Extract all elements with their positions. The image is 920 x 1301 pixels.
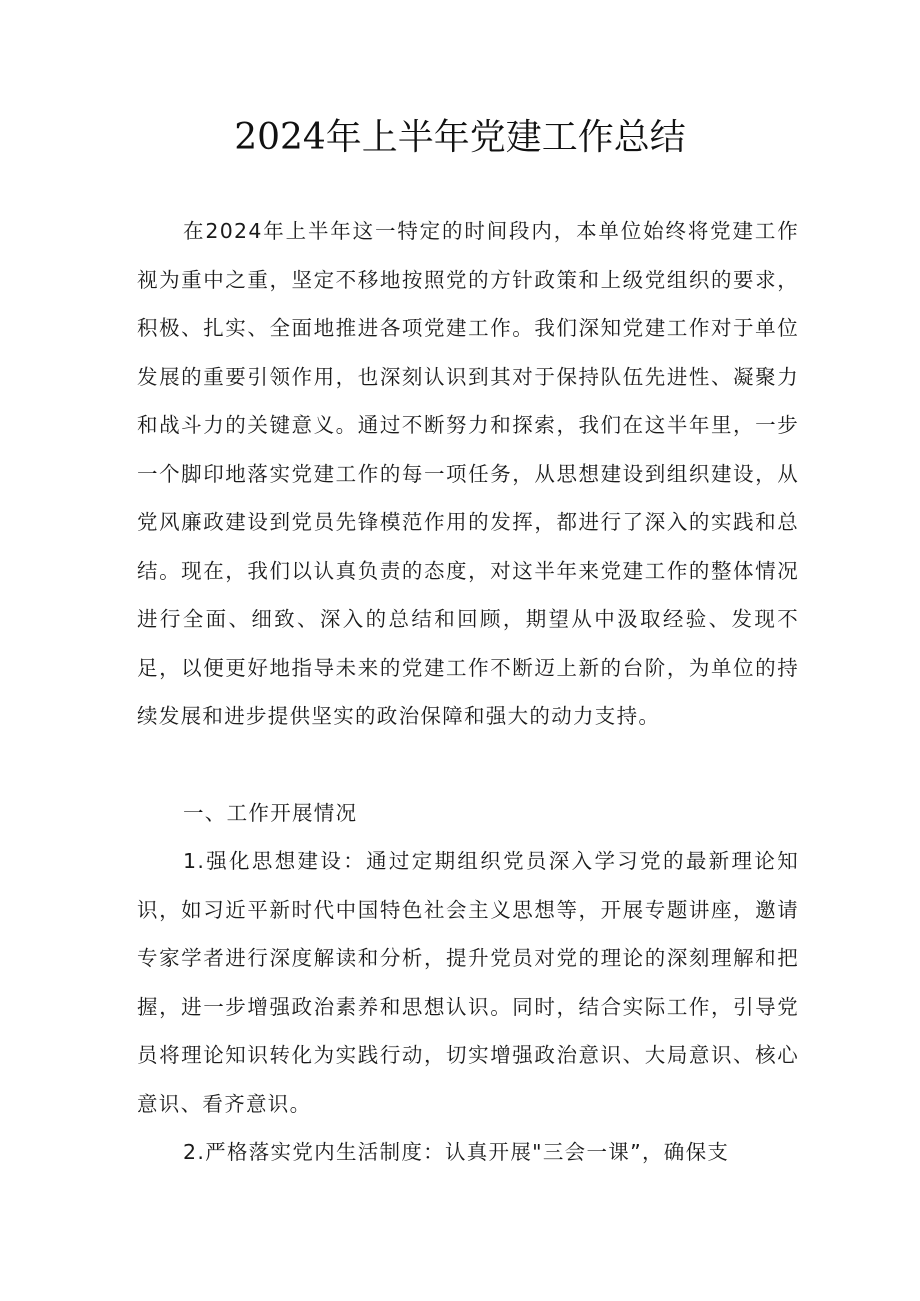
document-title: 2024年上半年党建工作总结 — [234, 117, 686, 158]
item-paragraph-1: 1.强化思想建设：通过定期组织党员深入学习党的最新理论知识，如习近平新时代中国特色社会主义思想等，开展专题讲座，邀请专家学者进行深度解读和分析，提升党员对党的理论的深刻理解和把握，进一步增强政治素养和思想认识。同时，结合实际工作，引导党员将理论知识转化为实践行动，切实增强政治意识、大局意识、核心意识、看齐意识。 — [137, 849, 799, 1116]
intro-paragraph: 在2024年上半年这一特定的时间段内，本单位始终将党建工作视为重中之重，坚定不移地按照党的方针政策和上级党组织的要求，积极、扎实、全面地推进各项党建工作。我们深知党建工作对于单位发展的重要引领作用，也深刻认识到其对于保持队伍先进性、凝聚力和战斗力的关键意义。通过不断努力和探索，我们在这半年里，一步一个脚印地落实党建工作的每一项任务，从思想建设到组织建设，从党风廉政建设到党员先锋模范作用的发挥，都进行了深入的实践和总结。现在，我们以认真负责的态度，对这半年来党建工作的整体情况进行全面、细致、深入的总结和回顾，期望从中汲取经验、发现不足，以便更好地指导未来的党建工作不断迈上新的台阶，为单位的持续发展和进步提供坚实的政治保障和强大的动力支持。 — [137, 219, 799, 728]
item-paragraph-2: 2.严格落实党内生活制度：认真开展"三会一课”，确保支 — [183, 1140, 730, 1164]
section-heading: 一、工作开展情况 — [183, 801, 358, 825]
